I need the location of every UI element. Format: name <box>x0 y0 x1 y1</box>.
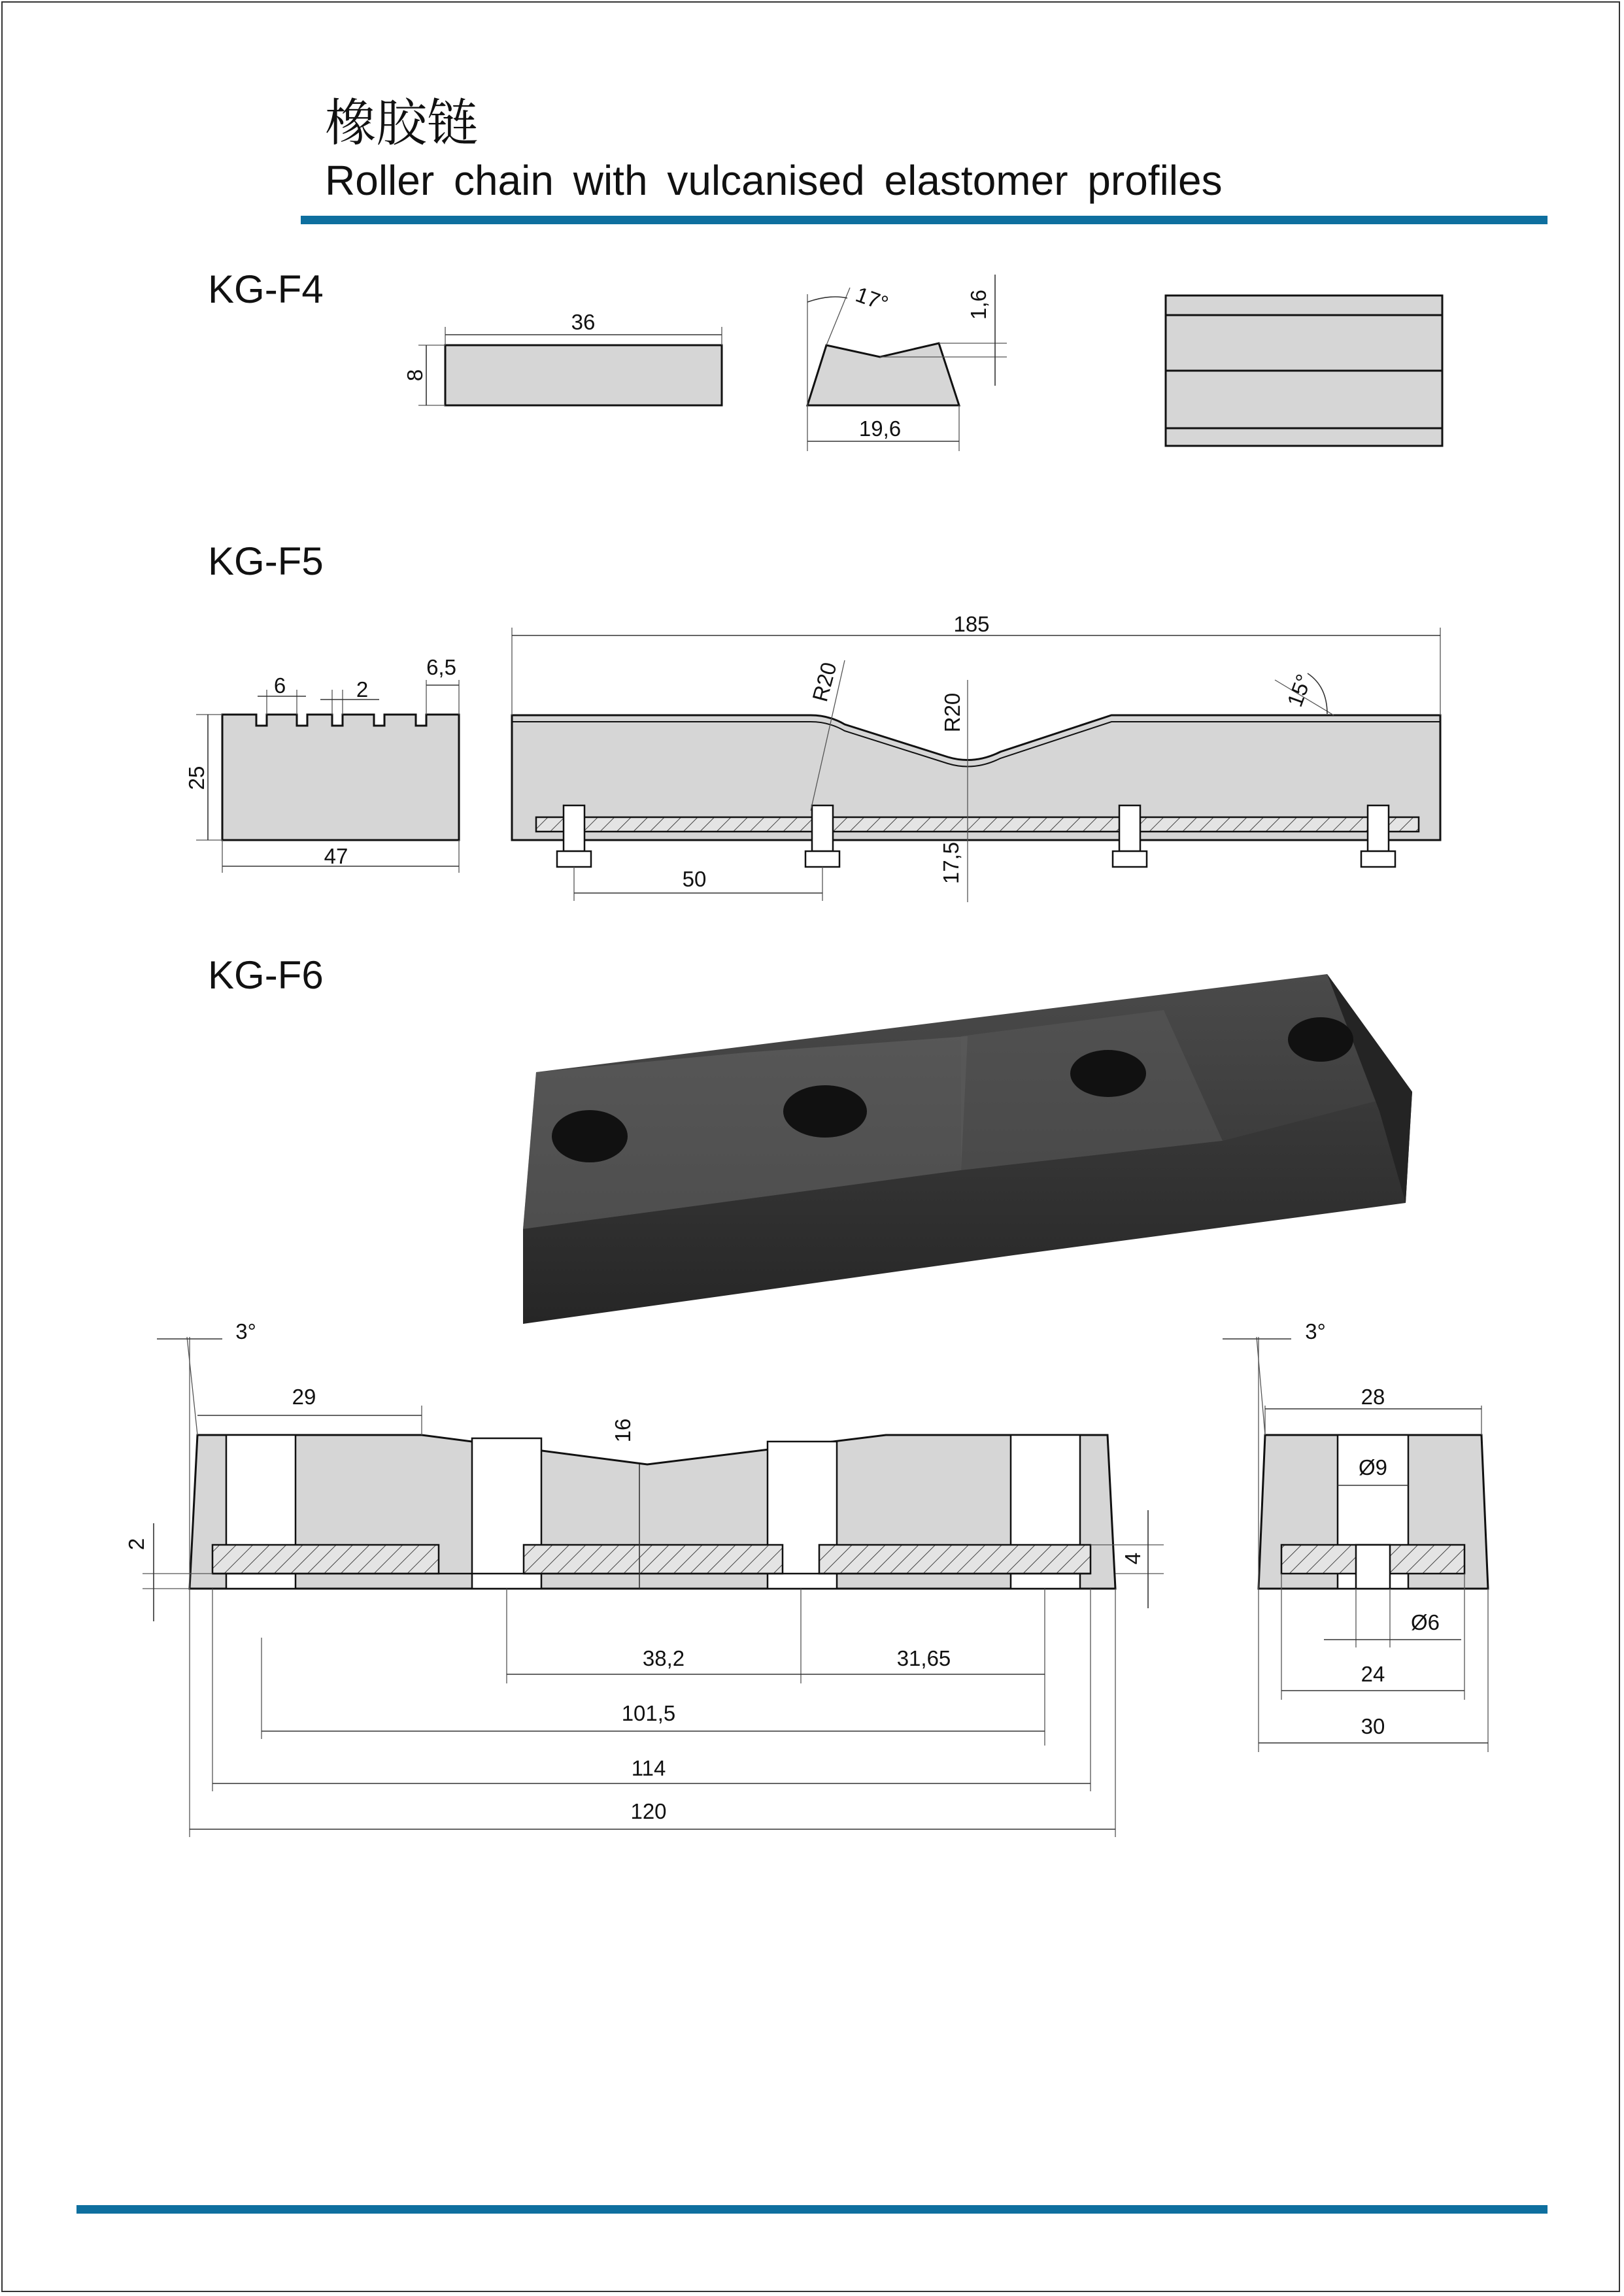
kg-f6-dim-120-label: 120 <box>630 1799 667 1823</box>
kg-f6-dip-label: 16 <box>611 1418 635 1443</box>
kg-f6-plate-thk-label: 2 <box>124 1538 148 1551</box>
section-label-kg-f5: KG-F5 <box>208 539 324 583</box>
kg-f5-pitch-label: 50 <box>682 867 707 891</box>
kg-f5-edge-label: 6,5 <box>426 655 456 679</box>
kg-f6-end-mid-label: 24 <box>1361 1662 1385 1686</box>
kg-f5-height-label: 25 <box>184 766 209 790</box>
kg-f5-width-label: 47 <box>324 844 348 868</box>
kg-f6-flat-label: 29 <box>292 1385 316 1409</box>
kg-f6-end-base-label: 30 <box>1361 1714 1385 1738</box>
kg-f4-height-label: 8 <box>403 369 427 382</box>
kg-f5-depth-label: 17,5 <box>939 841 963 885</box>
kg-f4-drawing <box>403 275 1442 451</box>
kg-f5-length-label: 185 <box>953 612 990 636</box>
kg-f6-hole-large-label: Ø9 <box>1358 1455 1388 1479</box>
kg-f5-slot-label: 6 <box>273 673 286 698</box>
kg-f5-angle-label: 15° <box>1282 671 1317 710</box>
kg-f4-angle-label: 17° <box>853 282 892 316</box>
kg-f6-pitch-1-label: 38,2 <box>642 1646 685 1670</box>
kg-f6-pitch-2-label: 31,65 <box>896 1646 951 1670</box>
kg-f5-radius-1-label: R20 <box>807 659 841 705</box>
kg-f5-end-view <box>222 715 459 840</box>
kg-f6-end-top-label: 28 <box>1361 1385 1385 1409</box>
section-label-kg-f4: KG-F4 <box>208 267 324 311</box>
section-label-kg-f6: KG-F6 <box>208 953 324 997</box>
kg-f4-step-label: 1,6 <box>966 290 990 320</box>
kg-f6-dim-101-label: 101,5 <box>621 1701 676 1725</box>
kg-f5-radius-2-label: R20 <box>940 692 964 733</box>
footer-rule <box>76 2205 1548 2214</box>
kg-f6-end-draft-label: 3° <box>1305 1319 1326 1343</box>
kg-f6-draft-angle-label: 3° <box>235 1319 256 1343</box>
kg-f5-chain-plate <box>536 817 1419 832</box>
kg-f6-base-label: 4 <box>1121 1552 1145 1565</box>
kg-f6-hole-small-label: Ø6 <box>1410 1610 1440 1634</box>
kg-f4-bottom-label: 19,6 <box>858 416 902 441</box>
page-title-english: Roller chain with vulcanised elastomer profiles <box>325 157 1223 204</box>
kg-f5-drawing <box>184 612 1440 902</box>
kg-f4-width-label: 36 <box>571 310 596 334</box>
kg-f5-gap-label: 2 <box>356 677 369 701</box>
kg-f4-front-view <box>445 345 722 405</box>
kg-f6-dim-114-label: 114 <box>631 1756 666 1780</box>
kg-f6-product-photo <box>523 974 1412 1324</box>
kg-f6-drawing <box>124 1319 1488 1837</box>
kg-f4-side-profile <box>807 343 959 405</box>
page-title-chinese: 橡胶链 <box>325 94 479 153</box>
